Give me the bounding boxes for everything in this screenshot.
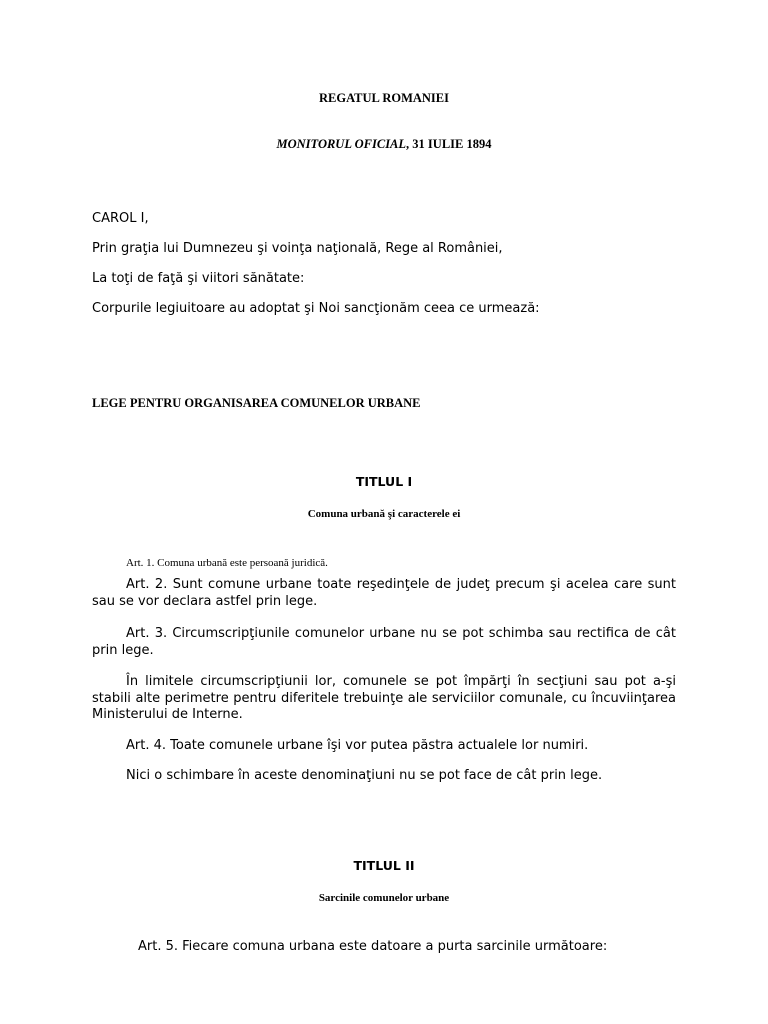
gazette-name: MONITORUL OFICIAL: [276, 137, 407, 151]
preamble-adoption: Corpurile legiuitoare au adoptat şi Noi sancţionăm ceea ce urmează:: [92, 301, 540, 316]
law-title: LEGE PENTRU ORGANISAREA COMUNELOR URBANE: [92, 396, 421, 410]
title-1-heading: TITLUL I: [355, 474, 413, 489]
article-4: Art. 4. Toate comunele urbane îşi vor putea păstra actualele lor numiri.: [126, 738, 589, 753]
title-1-subtitle: Comuna urbană şi caracterele ei: [307, 508, 461, 520]
article-3: Art. 3. Circumscripţiunile comunelor urbane nu se pot schimba sau rectifica de cât prin lege.: [92, 626, 676, 658]
gazette-heading: [0, 137, 768, 152]
article-5: Art. 5. Fiecare comuna urbana este datoare a purta sarcinile următoare:: [138, 939, 608, 954]
title-2-heading: TITLUL II: [353, 858, 415, 873]
preamble-king: CAROL I,: [92, 211, 149, 226]
title-2-subtitle: Sarcinile comunelor urbane: [318, 892, 450, 904]
article-4-paragraph-2: Nici o schimbare în aceste denominaţiuni nu se pot face de cât prin lege.: [126, 768, 603, 783]
article-3-paragraph-2: În limitele circumscripţiunii lor, comunele se pot împărţi în secţiuni sau pot a-şi stabili alte perimetre pentru diferitele trebuinţe ale serviciilor comunale, cu încuviinţarea Ministerului de Interne.: [92, 674, 676, 722]
preamble-greeting: La toţi de faţă şi viitori sănătate:: [92, 271, 305, 286]
preamble-grace: Prin graţia lui Dumnezeu şi voinţa naţională, Rege al României,: [92, 241, 503, 256]
kingdom-heading: REGATUL ROMANIEI: [319, 91, 449, 105]
article-1: Art. 1. Comuna urbană este persoană juridică.: [126, 557, 328, 569]
gazette-date: , 31 IULIE 1894: [406, 137, 492, 151]
article-2: Art. 2. Sunt comune urbane toate reşedinţele de judeţ precum şi acelea care sunt sau se vor declara astfel prin lege.: [92, 577, 676, 609]
